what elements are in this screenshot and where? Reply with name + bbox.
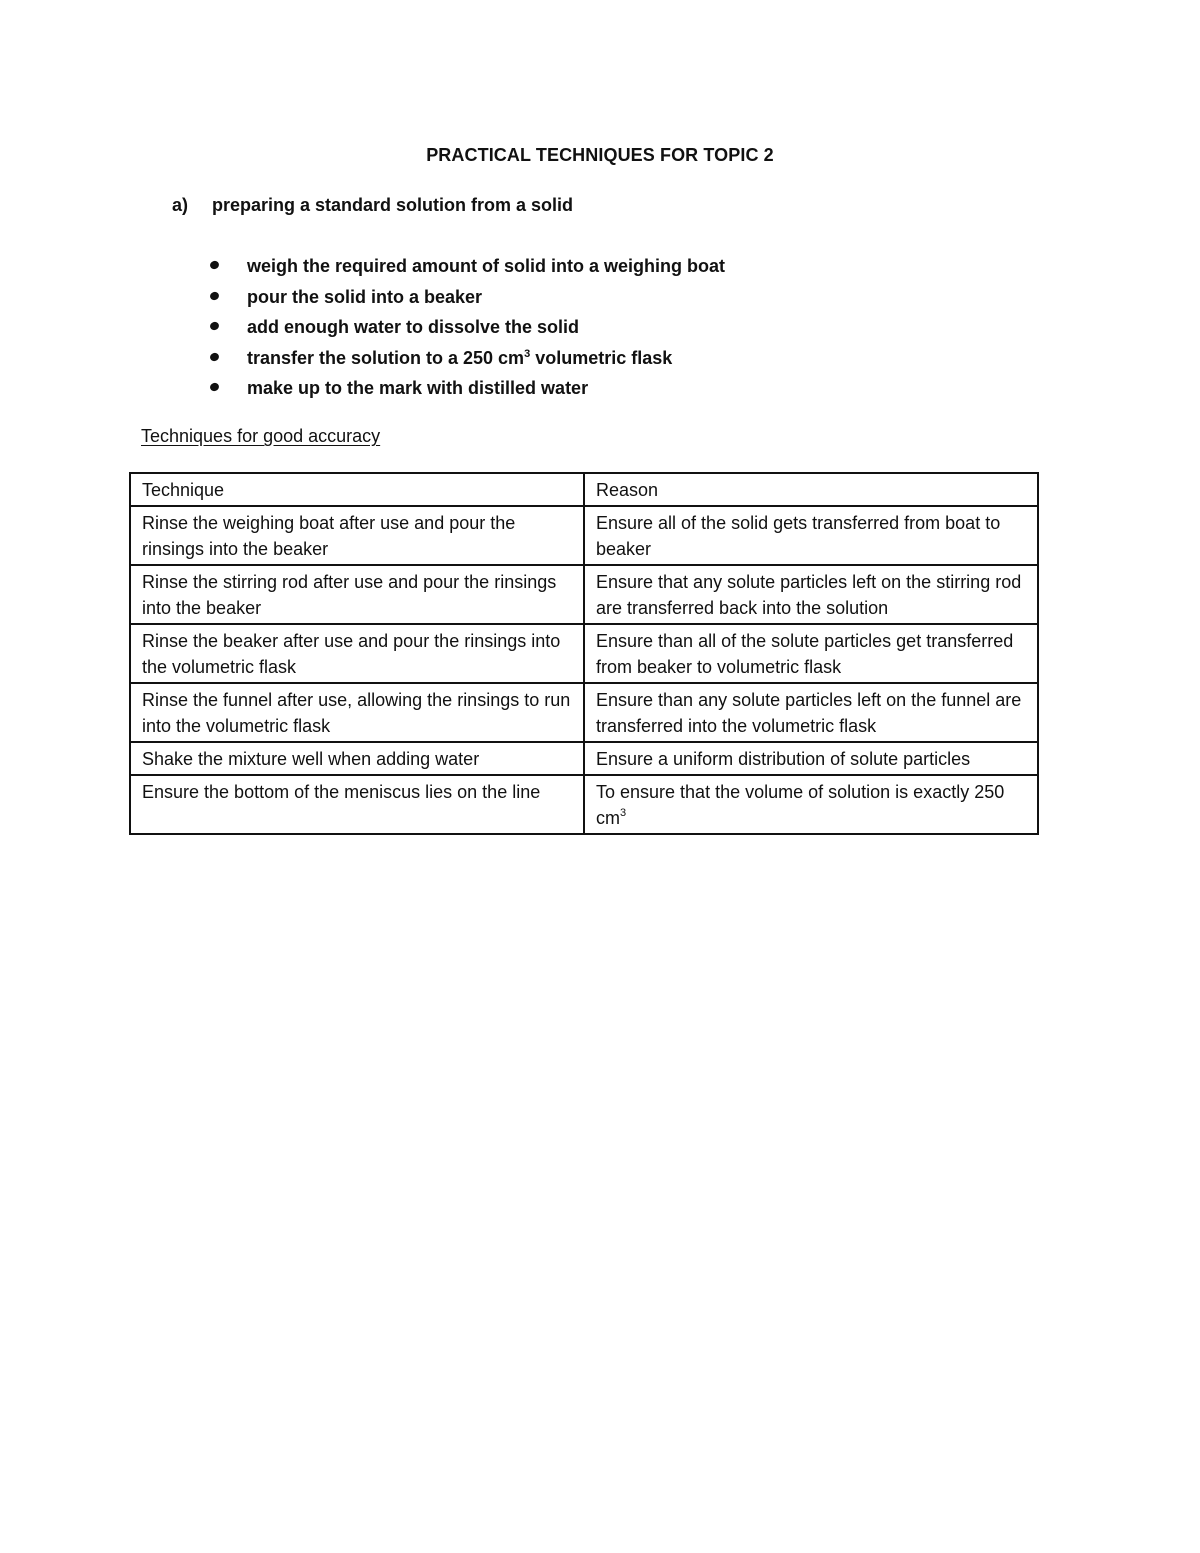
step-text: weigh the required amount of solid into a weighing boat — [247, 256, 726, 276]
table-row — [130, 742, 1038, 775]
accuracy-table — [129, 472, 1039, 835]
list-item — [210, 347, 725, 378]
reason-cell: Ensure all of the solid gets transferred from boat to beaker — [584, 506, 1038, 565]
technique-cell: Ensure the bottom of the meniscus lies on the line — [130, 775, 584, 834]
section-letter: a) — [172, 195, 189, 215]
reason-text: To ensure that the volume of solution is exactly 250 cm — [596, 782, 1005, 828]
table-row — [130, 565, 1038, 624]
step-text: pour the solid into a beaker — [247, 286, 483, 307]
list-item — [210, 286, 725, 317]
reason-cell: Ensure than any solute particles left on the funnel are transferred into the volumetric flask — [584, 683, 1038, 742]
table-header-row — [130, 473, 1038, 506]
list-item — [210, 255, 725, 286]
page-title: PRACTICAL TECHNIQUES FOR TOPIC 2 — [426, 145, 774, 165]
reason-cell: Ensure that any solute particles left on the stirring rod are transferred back into the solution — [584, 565, 1038, 624]
accuracy-subheading: Techniques for good accuracy — [141, 426, 381, 446]
technique-cell: Rinse the funnel after use, allowing the rinsings to run into the volumetric flask — [130, 683, 584, 742]
table-row — [130, 775, 1038, 834]
procedure-steps-list — [210, 255, 725, 408]
step-text: add enough water to dissolve the solid — [247, 317, 580, 337]
step-text: make up to the mark with distilled water — [247, 378, 589, 398]
superscript: 3 — [620, 807, 627, 819]
list-item — [210, 377, 725, 408]
list-item — [210, 316, 725, 347]
section-heading-text: preparing a standard solution from a solid — [212, 195, 574, 215]
technique-cell: Rinse the beaker after use and pour the rinsings into the volumetric flask — [130, 624, 584, 683]
column-header-reason: Reason — [584, 473, 1038, 506]
reason-cell: Ensure than all of the solute particles get transferred from beaker to volumetric flask — [584, 624, 1038, 683]
bullet-icon — [209, 382, 220, 393]
technique-cell: Rinse the weighing boat after use and pour the rinsings into the beaker — [130, 506, 584, 565]
technique-cell: Shake the mixture well when adding water — [130, 742, 584, 775]
bullet-icon — [209, 290, 220, 301]
bullet-icon — [209, 321, 220, 332]
column-header-technique: Technique — [130, 473, 584, 506]
table-row — [130, 506, 1038, 565]
bullet-icon — [209, 351, 220, 362]
reason-cell: Ensure a uniform distribution of solute particles — [584, 742, 1038, 775]
step-text-continued: volumetric flask — [530, 347, 673, 368]
step-text: transfer the solution to a 250 cm — [247, 347, 525, 368]
technique-cell: Rinse the stirring rod after use and pour the rinsings into the beaker — [130, 565, 584, 624]
section-heading — [172, 195, 573, 216]
table-row — [130, 683, 1038, 742]
superscript: 3 — [524, 347, 531, 360]
table-row — [130, 624, 1038, 683]
reason-cell — [584, 775, 1038, 834]
bullet-icon — [209, 260, 220, 271]
